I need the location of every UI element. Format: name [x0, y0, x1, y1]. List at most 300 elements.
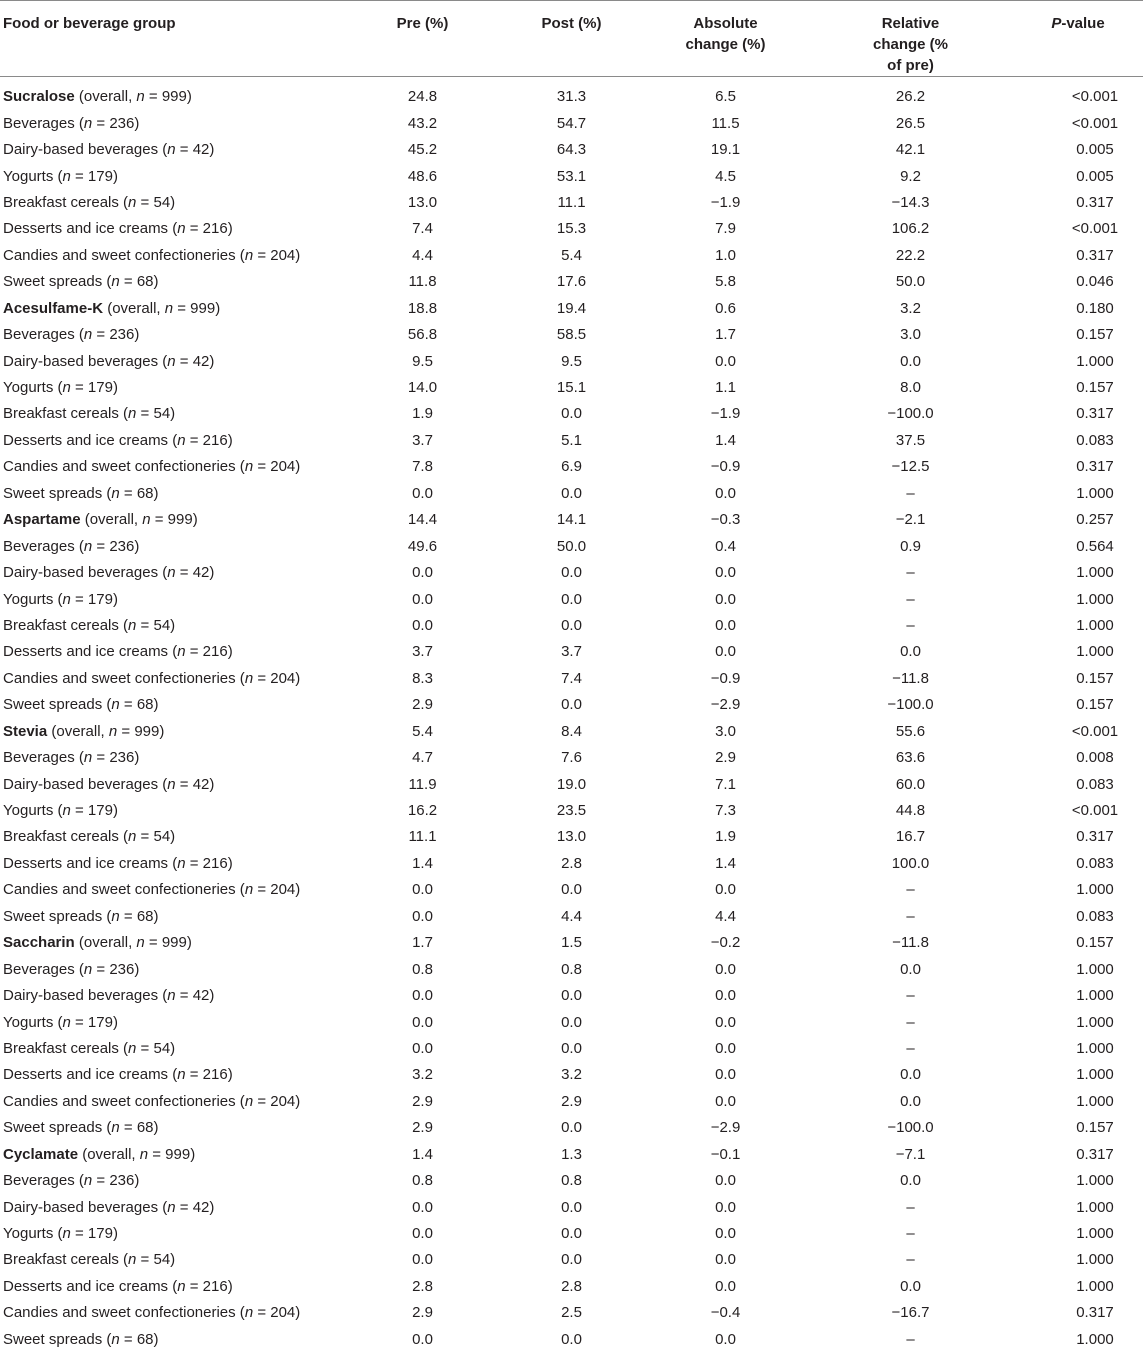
- n-text: = 42): [175, 141, 215, 159]
- table-row: [0, 771, 1143, 797]
- cell-pre: 45.2: [407, 141, 438, 159]
- group-name: Dairy-based beverages (: [3, 564, 168, 582]
- n-text: = 204): [253, 881, 301, 899]
- n-symbol: n: [83, 537, 93, 555]
- group-cell: [0, 560, 345, 586]
- group-cell: [0, 190, 345, 216]
- cell-abs: 0.0: [715, 1225, 736, 1243]
- cell-p: 0.317: [1076, 828, 1114, 846]
- cell-post: 0.0: [561, 987, 582, 1005]
- cell-post: 0.8: [561, 960, 582, 978]
- cell-rel: 22.2: [895, 246, 926, 264]
- group-cell: [0, 851, 345, 877]
- n-symbol: n: [177, 854, 186, 872]
- cell-abs: 19.1: [710, 141, 741, 159]
- group-name: Breakfast cereals (: [3, 1251, 129, 1269]
- cell-rel: –: [906, 1198, 915, 1216]
- cell-p: 0.157: [1076, 1119, 1114, 1137]
- group-name: Dairy-based beverages (: [3, 352, 168, 370]
- cell-abs: 7.9: [715, 220, 736, 238]
- cell-post: 0.0: [561, 1225, 582, 1243]
- cell-pre: 0.0: [412, 881, 433, 899]
- cell-rel: –: [906, 564, 915, 582]
- cell-pre: 0.0: [412, 616, 433, 634]
- cell-post: 0.0: [561, 484, 582, 502]
- n-symbol: n: [167, 1198, 176, 1216]
- table-row: [0, 613, 1143, 639]
- cell-p: 0.157: [1076, 934, 1114, 952]
- cell-abs: 0.0: [715, 881, 736, 899]
- cell-rel: 100.0: [891, 854, 930, 872]
- cell-pre: 8.3: [412, 669, 433, 687]
- cell-abs: 0.0: [715, 1251, 736, 1269]
- cell-rel: 9.2: [900, 167, 921, 185]
- group-name: Yogurts (: [3, 1013, 63, 1031]
- n-symbol: n: [177, 220, 186, 238]
- table-row: [0, 190, 1143, 216]
- n-symbol: n: [177, 643, 186, 661]
- cell-abs: 1.4: [715, 854, 736, 872]
- cell-post: 2.5: [561, 1304, 582, 1322]
- cell-abs: 1.9: [715, 828, 736, 846]
- cell-pre: 2.8: [412, 1277, 433, 1295]
- cell-pre: 0.0: [412, 1251, 433, 1269]
- group-name: Sweet spreads (: [3, 907, 112, 925]
- cell-p: 1.000: [1076, 1092, 1114, 1110]
- cell-post: 7.6: [561, 749, 582, 767]
- group-cell: [0, 77, 345, 111]
- cell-p: <0.001: [1071, 220, 1119, 238]
- cell-abs: 4.4: [715, 907, 736, 925]
- cell-abs: 1.1: [715, 379, 736, 397]
- cell-abs: 0.0: [715, 643, 736, 661]
- cell-post: 0.0: [561, 1119, 582, 1137]
- n-symbol: n: [167, 775, 176, 793]
- cell-pre: 1.7: [412, 934, 433, 952]
- cell-rel: 3.0: [900, 326, 921, 344]
- cell-pre: 0.0: [412, 484, 433, 502]
- group-cell: [0, 745, 345, 771]
- n-symbol: n: [83, 1172, 93, 1190]
- cell-rel: −11.8: [892, 934, 929, 952]
- table-row: [0, 1274, 1143, 1300]
- cell-post: 9.5: [561, 352, 582, 370]
- cell-abs: 0.0: [715, 484, 736, 502]
- cell-pre: 0.8: [412, 960, 433, 978]
- cell-abs: −1.9: [710, 405, 741, 423]
- group-cell: [0, 771, 345, 797]
- cell-post: 15.1: [556, 379, 587, 397]
- cell-pre: 16.2: [407, 802, 438, 820]
- group-name: Sweet spreads (: [3, 1119, 112, 1137]
- cell-rel: 0.0: [900, 1092, 921, 1110]
- n-symbol: n: [167, 987, 176, 1005]
- cell-post: 50.0: [556, 537, 587, 555]
- cell-rel: 0.0: [900, 352, 921, 370]
- n-text: = 54): [136, 405, 176, 423]
- n-text: = 54): [136, 616, 176, 634]
- cell-rel: 44.8: [895, 802, 926, 820]
- cell-abs: 0.0: [715, 1066, 736, 1084]
- cell-p: <0.001: [1071, 88, 1119, 106]
- cell-pre: 0.0: [412, 1013, 433, 1031]
- cell-abs: 1.0: [715, 246, 736, 264]
- group-name: Desserts and ice creams (: [3, 643, 178, 661]
- group-cell: [0, 639, 345, 665]
- cell-abs: 0.4: [715, 537, 736, 555]
- n-text: = 179): [70, 590, 118, 608]
- group-name: Beverages (: [3, 114, 84, 132]
- cell-p: 1.000: [1076, 881, 1114, 899]
- cell-post: 3.7: [561, 643, 582, 661]
- cell-rel: –: [906, 987, 915, 1005]
- cell-post: 0.0: [561, 616, 582, 634]
- n-symbol: n: [83, 960, 93, 978]
- group-name: Dairy-based beverages (: [3, 987, 168, 1005]
- n-text: = 999): [144, 88, 192, 106]
- table-row: [0, 1036, 1143, 1062]
- cell-rel: 0.0: [900, 1066, 921, 1084]
- cell-rel: 26.2: [895, 88, 926, 106]
- overall-prefix: (overall,: [47, 722, 109, 740]
- sweetener-name: Acesulfame-K: [3, 299, 104, 317]
- group-cell: [0, 983, 345, 1009]
- n-text: = 42): [175, 564, 215, 582]
- header-rel-line1: Relative: [881, 15, 940, 32]
- group-name: Beverages (: [3, 749, 84, 767]
- n-symbol: n: [167, 352, 176, 370]
- cell-post: 5.4: [561, 246, 582, 264]
- group-name: Desserts and ice creams (: [3, 1066, 178, 1084]
- cell-post: 15.3: [556, 220, 587, 238]
- cell-pre: 0.0: [412, 907, 433, 925]
- n-symbol: n: [62, 1225, 71, 1243]
- cell-pre: 2.9: [412, 696, 433, 714]
- overall-prefix: (overall,: [74, 88, 137, 106]
- cell-rel: –: [906, 881, 915, 899]
- n-text: = 236): [92, 1172, 140, 1190]
- cell-p: 0.317: [1076, 246, 1114, 264]
- n-text: = 204): [253, 458, 301, 476]
- cell-pre: 2.9: [412, 1304, 433, 1322]
- cell-rel: 3.2: [900, 299, 921, 317]
- n-symbol: n: [244, 1092, 254, 1110]
- cell-p: 0.180: [1076, 299, 1114, 317]
- cell-rel: 8.0: [900, 379, 921, 397]
- cell-rel: 37.5: [895, 431, 926, 449]
- cell-p: 1.000: [1076, 1039, 1114, 1057]
- cell-pre: 1.4: [412, 854, 433, 872]
- n-text: = 216): [185, 1066, 233, 1084]
- table-row: [0, 322, 1143, 348]
- cell-abs: 6.5: [715, 88, 736, 106]
- cell-post: 23.5: [556, 802, 587, 820]
- n-text: = 68): [119, 273, 159, 291]
- table-row: [0, 1194, 1143, 1220]
- group-name: Yogurts (: [3, 802, 63, 820]
- cell-post: 5.1: [561, 431, 582, 449]
- n-text: = 236): [92, 537, 140, 555]
- n-text: = 999): [117, 722, 165, 740]
- group-cell: [0, 824, 345, 850]
- cell-p: 1.000: [1076, 484, 1114, 502]
- n-text: = 216): [185, 431, 233, 449]
- cell-post: 19.0: [556, 775, 587, 793]
- cell-pre: 43.2: [407, 114, 438, 132]
- cell-pre: 56.8: [407, 326, 438, 344]
- cell-rel: −12.5: [891, 458, 930, 476]
- cell-p: 0.317: [1076, 1304, 1114, 1322]
- group-name: Candies and sweet confectioneries (: [3, 246, 245, 264]
- cell-pre: 0.0: [412, 1039, 433, 1057]
- cell-abs: 0.0: [715, 352, 736, 370]
- group-cell: [0, 1115, 345, 1141]
- cell-post: 0.0: [561, 1251, 582, 1269]
- group-name: Dairy-based beverages (: [3, 775, 168, 793]
- cell-p: 1.000: [1076, 352, 1114, 370]
- cell-pre: 3.7: [412, 643, 433, 661]
- cell-rel: 63.6: [895, 749, 926, 767]
- table-row: [0, 904, 1143, 930]
- n-symbol: n: [244, 1304, 254, 1322]
- n-text: = 179): [70, 1225, 118, 1243]
- n-symbol: n: [108, 722, 118, 740]
- n-text: = 204): [253, 246, 301, 264]
- cell-abs: 0.0: [715, 960, 736, 978]
- cell-post: 0.0: [561, 564, 582, 582]
- cell-p: 0.005: [1076, 167, 1114, 185]
- header-rel-line2: change (%: [872, 36, 948, 53]
- table-row: [0, 1327, 1143, 1353]
- cell-post: 31.3: [556, 88, 587, 106]
- header-abs-line2: change (%): [685, 36, 766, 53]
- table-row: [0, 163, 1143, 189]
- cell-pre: 7.4: [412, 220, 433, 238]
- header-rel-line3: of pre): [887, 57, 934, 74]
- table-row: [0, 560, 1143, 586]
- n-text: = 204): [253, 1092, 301, 1110]
- group-cell: [0, 666, 345, 692]
- cell-abs: 2.9: [715, 749, 736, 767]
- n-symbol: n: [136, 88, 145, 106]
- cell-pre: 0.0: [412, 590, 433, 608]
- cell-abs: −0.4: [710, 1304, 741, 1322]
- sweetener-name: Sucralose: [3, 88, 75, 106]
- cell-pre: 0.8: [412, 1172, 433, 1190]
- n-text: = 204): [253, 669, 301, 687]
- n-symbol: n: [111, 907, 120, 925]
- cell-rel: –: [906, 616, 915, 634]
- cell-pre: 14.0: [407, 379, 438, 397]
- table-row: [0, 137, 1143, 163]
- cell-abs: 5.8: [715, 273, 736, 291]
- cell-p: 0.257: [1076, 511, 1114, 529]
- n-symbol: n: [111, 273, 120, 291]
- cell-p: 0.083: [1076, 854, 1114, 872]
- cell-post: 1.3: [561, 1145, 582, 1163]
- cell-pre: 11.8: [408, 273, 437, 291]
- group-name: Candies and sweet confectioneries (: [3, 1092, 245, 1110]
- table-row: [0, 348, 1143, 374]
- n-text: = 179): [70, 167, 118, 185]
- cell-rel: –: [906, 907, 915, 925]
- cell-post: 54.7: [556, 114, 587, 132]
- cell-rel: 0.9: [900, 537, 921, 555]
- cell-abs: 0.0: [715, 1172, 736, 1190]
- n-symbol: n: [62, 590, 71, 608]
- cell-abs: −1.9: [710, 193, 741, 211]
- group-cell: [0, 1300, 345, 1326]
- n-symbol: n: [128, 1039, 137, 1057]
- cell-pre: 1.9: [412, 405, 433, 423]
- cell-post: 11.1: [557, 193, 586, 211]
- group-name: Desserts and ice creams (: [3, 1277, 178, 1295]
- cell-rel: 50.0: [895, 273, 926, 291]
- cell-post: 0.0: [561, 1198, 582, 1216]
- header-relative-change: [808, 1, 1013, 77]
- cell-rel: 0.0: [900, 1172, 921, 1190]
- n-symbol: n: [111, 1119, 120, 1137]
- table-row: [0, 110, 1143, 136]
- cell-abs: 7.1: [715, 775, 736, 793]
- cell-pre: 9.5: [412, 352, 433, 370]
- table-row: [0, 692, 1143, 718]
- cell-pre: 49.6: [407, 537, 438, 555]
- table-row: [0, 956, 1143, 982]
- group-cell: [0, 216, 345, 242]
- summary-row: [0, 296, 1143, 322]
- cell-p: 1.000: [1076, 1066, 1114, 1084]
- group-name: Candies and sweet confectioneries (: [3, 669, 245, 687]
- cell-pre: 5.4: [412, 722, 433, 740]
- group-cell: [0, 269, 345, 295]
- cell-abs: 0.0: [715, 564, 736, 582]
- cell-abs: 0.6: [715, 299, 736, 317]
- cell-abs: 0.0: [715, 590, 736, 608]
- cell-p: 0.083: [1076, 907, 1114, 925]
- group-name: Candies and sweet confectioneries (: [3, 1304, 245, 1322]
- cell-p: 1.000: [1076, 960, 1114, 978]
- cell-pre: 4.7: [412, 749, 433, 767]
- table-row: [0, 269, 1143, 295]
- cell-post: 0.0: [561, 1039, 582, 1057]
- table-row: [0, 533, 1143, 559]
- table-row: [0, 1089, 1143, 1115]
- group-name: Sweet spreads (: [3, 696, 112, 714]
- cell-abs: 11.5: [711, 114, 740, 132]
- group-cell: [0, 719, 345, 745]
- group-cell: [0, 1327, 345, 1353]
- group-cell: [0, 586, 345, 612]
- header-absolute-change: [643, 1, 808, 77]
- cell-p: 1.000: [1076, 1330, 1114, 1348]
- header-pre: Pre (%): [345, 1, 500, 77]
- cell-abs: −0.3: [710, 511, 741, 529]
- group-cell: [0, 1142, 345, 1168]
- cell-post: 2.8: [561, 854, 582, 872]
- n-text: = 68): [119, 1119, 159, 1137]
- cell-pre: 0.0: [412, 1225, 433, 1243]
- table-row: [0, 243, 1143, 269]
- cell-rel: −2.1: [895, 511, 926, 529]
- summary-row: [0, 719, 1143, 745]
- cell-rel: 60.0: [895, 775, 926, 793]
- cell-p: 0.157: [1076, 379, 1114, 397]
- n-text: = 216): [185, 220, 233, 238]
- cell-post: 14.1: [556, 511, 587, 529]
- cell-post: 1.5: [561, 934, 582, 952]
- cell-pre: 0.0: [412, 1330, 433, 1348]
- cell-abs: 0.0: [715, 1013, 736, 1031]
- header-group: Food or beverage group: [0, 1, 345, 77]
- cell-pre: 11.1: [408, 828, 437, 846]
- table-row: [0, 824, 1143, 850]
- group-name: Breakfast cereals (: [3, 616, 129, 634]
- n-symbol: n: [177, 1277, 186, 1295]
- cell-rel: 42.1: [895, 141, 926, 159]
- group-cell: [0, 1274, 345, 1300]
- table-row: [0, 745, 1143, 771]
- cell-pre: 0.0: [412, 987, 433, 1005]
- overall-prefix: (overall,: [78, 1145, 140, 1163]
- cell-p: 1.000: [1076, 564, 1114, 582]
- n-symbol: n: [128, 405, 137, 423]
- n-text: = 68): [119, 484, 159, 502]
- summary-row: [0, 1142, 1143, 1168]
- header-abs-line1: Absolute: [693, 15, 758, 32]
- table-row: [0, 454, 1143, 480]
- cell-abs: −2.9: [710, 696, 741, 714]
- group-cell: [0, 1168, 345, 1194]
- table-body: [0, 77, 1143, 1354]
- sweetener-name: Saccharin: [3, 934, 75, 952]
- group-cell: [0, 1247, 345, 1273]
- header-p-rest: -value: [1061, 15, 1105, 32]
- cell-p: 1.000: [1076, 1013, 1114, 1031]
- group-cell: [0, 956, 345, 982]
- group-name: Yogurts (: [3, 167, 63, 185]
- group-name: Sweet spreads (: [3, 1330, 112, 1348]
- table-row: [0, 666, 1143, 692]
- n-symbol: n: [136, 934, 145, 952]
- cell-pre: 11.9: [408, 775, 437, 793]
- cell-rel: 0.0: [900, 960, 921, 978]
- table-row: [0, 1062, 1143, 1088]
- group-name: Desserts and ice creams (: [3, 431, 178, 449]
- n-symbol: n: [139, 1145, 149, 1163]
- n-symbol: n: [111, 484, 120, 502]
- group-cell: [0, 481, 345, 507]
- cell-rel: 55.6: [895, 722, 926, 740]
- cell-p: 0.564: [1076, 537, 1114, 555]
- cell-rel: −14.3: [891, 193, 930, 211]
- n-text: = 216): [185, 643, 233, 661]
- group-name: Desserts and ice creams (: [3, 220, 178, 238]
- n-symbol: n: [128, 193, 137, 211]
- cell-abs: 0.0: [715, 616, 736, 634]
- cell-p: 1.000: [1076, 1225, 1114, 1243]
- n-symbol: n: [244, 669, 254, 687]
- group-name: Sweet spreads (: [3, 273, 112, 291]
- cell-pre: 2.9: [412, 1119, 433, 1137]
- cell-p: 0.317: [1076, 1145, 1114, 1163]
- group-cell: [0, 877, 345, 903]
- group-cell: [0, 454, 345, 480]
- cell-post: 0.0: [561, 405, 582, 423]
- cell-p: 0.317: [1076, 405, 1114, 423]
- overall-prefix: (overall,: [80, 511, 143, 529]
- n-symbol: n: [244, 881, 254, 899]
